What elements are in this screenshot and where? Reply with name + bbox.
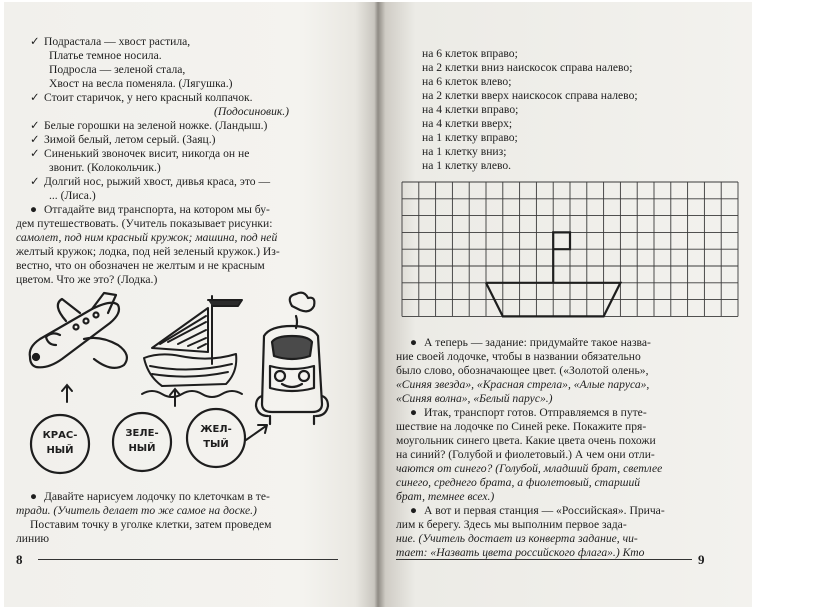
instruction-9: на 1 клетку влево. bbox=[422, 159, 512, 172]
task-paragraph-line-3: было слово, обозначающее цвет. («Золотой олень», bbox=[396, 364, 649, 377]
sailboat-illustration bbox=[140, 292, 250, 402]
riddle-1-line-1: ✓ Подрастала — хвост растила, bbox=[30, 35, 191, 48]
riddle-2-line-2: (Подосиновик.) bbox=[214, 105, 290, 118]
ready-paragraph-line-2: шествие на лодочке по Синей реке. Покажите пря- bbox=[396, 420, 647, 433]
instruction-6: на 4 клетки вверх; bbox=[422, 117, 513, 130]
circle-yellow-label: ЖЕЛ- ТЫЙ bbox=[200, 424, 232, 450]
check-icon: ✓ bbox=[30, 147, 40, 160]
drawing-grid bbox=[402, 182, 738, 322]
ready-paragraph-line-5: чаются от синего? (Голубой, младший брат, светлее bbox=[396, 462, 663, 475]
transport-paragraph-line-4: желтый кружок; лодка, под ней зеленый кружок.) Из- bbox=[16, 245, 280, 258]
riddle-1-line-4: Хвост на весла поменяла. (Лягушка.) bbox=[49, 77, 233, 90]
footer-rule-left bbox=[38, 559, 338, 560]
transport-paragraph-line-6: цветом. Что же это? (Лодка.) bbox=[16, 273, 158, 286]
bullet-icon: ● bbox=[410, 336, 418, 349]
draw-paragraph-line-2: тради. (Учитель делает то же самое на доске.) bbox=[16, 504, 257, 517]
instruction-5: на 4 клетки вправо; bbox=[422, 103, 519, 116]
car-illustration bbox=[252, 292, 332, 427]
arrow-up-icon-1 bbox=[59, 382, 75, 404]
check-icon: ✓ bbox=[30, 91, 40, 104]
draw-paragraph-line-1: ● Давайте нарисуем лодочку по клеточкам в те- bbox=[30, 490, 270, 503]
task-paragraph-line-1: ● А теперь — задание: придумайте такое назва- bbox=[410, 336, 651, 349]
riddle-1-line-3: Подросла — зеленой стала, bbox=[49, 63, 186, 76]
ready-paragraph-line-1: ● Итак, транспорт готов. Отправляемся в путе- bbox=[410, 406, 647, 419]
instruction-4: на 2 клетки вверх наискосок справа налево; bbox=[422, 89, 638, 102]
riddle-6-line-2: ... (Лиса.) bbox=[49, 189, 96, 202]
check-icon: ✓ bbox=[30, 119, 40, 132]
task-paragraph-line-4: «Синяя звезда», «Красная стрела», «Алые паруса», bbox=[396, 378, 650, 391]
boat-mast bbox=[553, 232, 570, 282]
riddle-3-line-1: ✓ Белые горошки на зеленой ножке. (Ландыш.) bbox=[30, 119, 268, 132]
bullet-icon: ● bbox=[30, 203, 38, 216]
transport-paragraph-line-2: дем путешествовать. (Учитель показывает рисунки: bbox=[16, 217, 273, 230]
airplane-illustration bbox=[22, 287, 142, 382]
instruction-2: на 2 клетки вниз наискосок справа налево; bbox=[422, 61, 633, 74]
riddle-1-line-2: Платье темное носила. bbox=[49, 49, 162, 62]
check-icon: ✓ bbox=[30, 35, 40, 48]
ready-paragraph-line-3: моугольник синего цвета. Какие цвета очень похожи bbox=[396, 434, 656, 447]
transport-paragraph-line-5: вестно, что он обозначен не желтым и не красным bbox=[16, 259, 265, 272]
riddle-4-line-1: ✓ Зимой белый, летом серый. (Заяц.) bbox=[30, 133, 216, 146]
page-number-right: 9 bbox=[698, 552, 705, 567]
riddle-5-line-1: ✓ Синенький звоночек висит, никогда он не bbox=[30, 147, 250, 160]
circle-red-label: КРАС- НЫЙ bbox=[42, 430, 78, 456]
station-paragraph-line-3: ние. (Учитель достает из конверта задание, чи- bbox=[396, 532, 638, 545]
station-paragraph-line-4: тает: «Назвать цвета российского флага».) Кто bbox=[396, 546, 645, 559]
right-page bbox=[382, 2, 752, 607]
draw-paragraph-line-3: Поставим точку в уголке клетки, затем проведем bbox=[30, 518, 272, 531]
bullet-icon: ● bbox=[410, 504, 418, 517]
instruction-7: на 1 клетку вправо; bbox=[422, 131, 518, 144]
draw-paragraph-line-4: линию bbox=[16, 532, 50, 545]
footer-rule-right bbox=[396, 559, 692, 560]
check-icon: ✓ bbox=[30, 175, 40, 188]
transport-paragraph-line-1: ● Отгадайте вид транспорта, на котором мы бу- bbox=[30, 203, 270, 216]
left-page bbox=[4, 2, 374, 607]
task-paragraph-line-2: ние своей лодочке, чтобы в названии обязательно bbox=[396, 350, 641, 363]
instruction-8: на 1 клетку вниз; bbox=[422, 145, 507, 158]
instruction-3: на 6 клеток влево; bbox=[422, 75, 512, 88]
ready-paragraph-line-7: брат, темнее всех.) bbox=[396, 490, 495, 503]
bullet-icon: ● bbox=[410, 406, 418, 419]
ready-paragraph-line-4: на синий? (Голубой и фиолетовый.) А чем они отли- bbox=[396, 448, 655, 461]
bullet-icon: ● bbox=[30, 490, 38, 503]
riddle-5-line-2: звонит. (Колокольчик.) bbox=[49, 161, 161, 174]
instruction-1: на 6 клеток вправо; bbox=[422, 47, 518, 60]
arrow-right-icon bbox=[244, 420, 272, 444]
circle-green-label: ЗЕЛЕ- НЫЙ bbox=[125, 428, 159, 454]
arrow-up-icon-2 bbox=[167, 386, 183, 408]
ready-paragraph-line-6: синего, среднего брата, а фиолетовый, старший bbox=[396, 476, 641, 489]
transport-paragraph-line-3: самолет, под ним красный кружок; машина, под ней bbox=[16, 231, 278, 244]
task-paragraph-line-5: «Синяя волна», «Белый парус».) bbox=[396, 392, 553, 405]
station-paragraph-line-1: ● А вот и первая станция — «Российская». Прича- bbox=[410, 504, 665, 517]
page-number-left: 8 bbox=[16, 552, 23, 567]
riddle-6-line-1: ✓ Долгий нос, рыжий хвост, дивья краса, это — bbox=[30, 175, 271, 188]
riddle-2-line-1: ✓ Стоит старичок, у него красный колпачок. bbox=[30, 91, 253, 104]
book-spread bbox=[4, 2, 752, 607]
check-icon: ✓ bbox=[30, 133, 40, 146]
station-paragraph-line-2: лим к берегу. Здесь мы выполним первое зада- bbox=[396, 518, 627, 531]
